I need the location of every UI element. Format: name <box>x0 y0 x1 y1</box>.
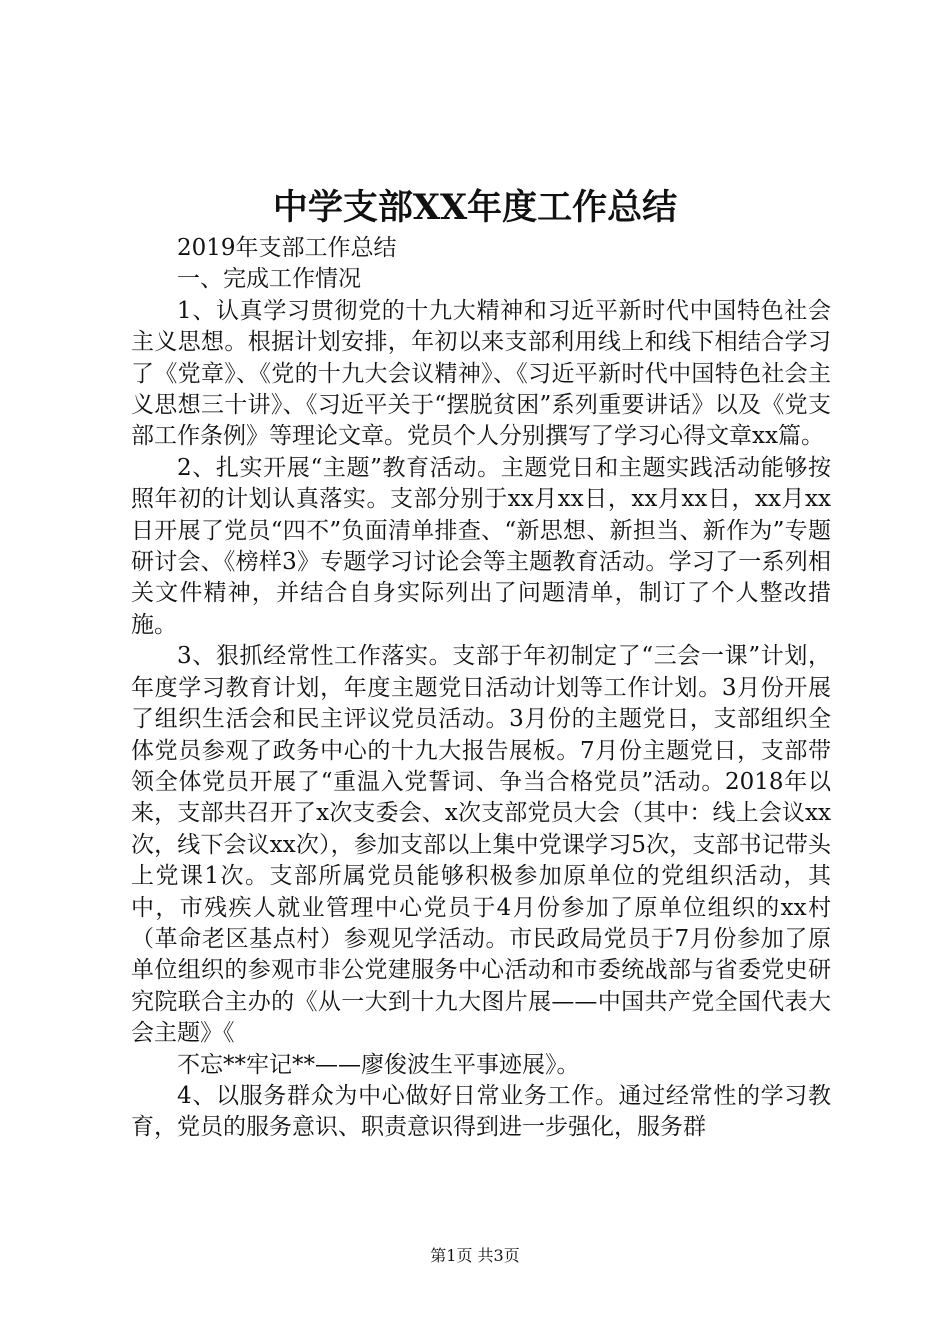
paragraph-item-3-continued: 不忘**牢记**——廖俊波生平事迹展》。 <box>177 1051 580 1078</box>
paragraph-item-1: 1、认真学习贯彻党的十九大精神和习近平新时代中国特色社会主义思想。根据计划安排，年初以来支部利用线上和线下相结合学习了《党章》、《党的十九大会议精神》、《习近平新时代中国特色社会主义思想三十讲》、《习近平关于“摆脱贫困”系列重要讲话》以及《党支部工作条例》等理论文章。党员个人分别撰写了学习心得文章xx篇。 <box>131 297 831 450</box>
paragraph-item-3: 3、狠抓经常性工作落实。支部于年初制定了“三会一课”计划，年度学习教育计划，年度主题党日活动计划等工作计划。3月份开展了组织生活会和民主评议党员活动。3月份的主题党日，支部组织全体党员参观了政务中心的十九大报告展板。7月份主题党日，支部带领全体党员开展了“重温入党誓词、争当合格党员”活动。2018年以来，支部共召开了x次支委会、x次支部党员大会（其中：线上会议xx次，线下会议xx次），参加支部以上集中党课学习5次，支部书记带头上党课1次。支部所属党员能够积极参加原单位的党组织活动，其中，市残疾人就业管理中心党员于4月份参加了原单位组织的xx村（革命老区基点村）参观见学活动。市民政局党员于7月份参加了原单位组织的参观市非公党建服务中心活动和市委统战部与省委党史研究院联合主办的《从一大到十九大图片展——中国共产党全国代表大会主题》《 <box>131 643 831 1047</box>
paragraph-section-heading: 一、完成工作情况 <box>177 266 361 293</box>
paragraph-subtitle: 2019年支部工作总结 <box>177 235 397 261</box>
paragraph-item-4: 4、以服务群众为中心做好日常业务工作。通过经常性的学习教育，党员的服务意识、职责意识得到进一步强化，服务群 <box>131 1082 831 1141</box>
page-title: 中学支部XX年度工作总结 <box>272 187 678 228</box>
paragraph-item-2: 2、扎实开展“主题”教育活动。主题党日和主题实践活动能够按照年初的计划认真落实。支部分别于xx月xx日，xx月xx日，xx月xx日开展了党员“四不”负面清单排查、“新思想、新担当、新作为”专题研讨会、《榜样3》专题学习讨论会等主题教育活动。学习了一系列相关文件精神，并结合自身实际列出了问题清单，制订了个人整改措施。 <box>131 454 831 638</box>
page-footer: 第1页 共3页 <box>430 1246 520 1265</box>
document-body <box>131 233 831 1144</box>
